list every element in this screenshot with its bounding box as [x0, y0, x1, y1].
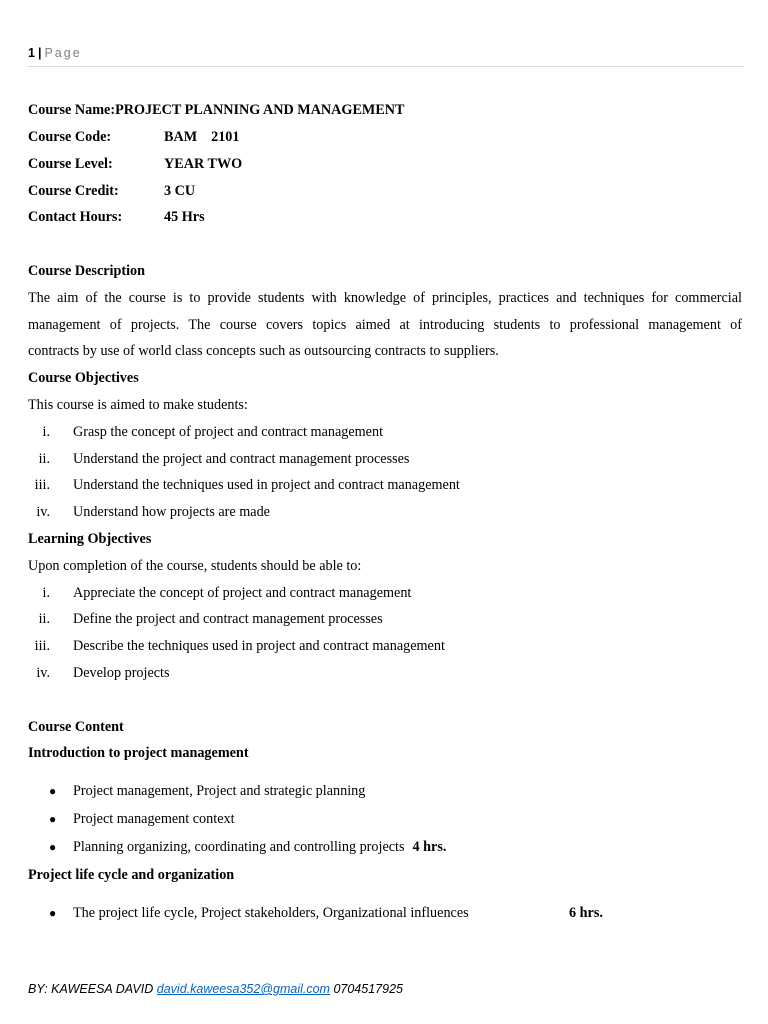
contact-hours-label: Contact Hours: — [28, 209, 123, 226]
course-name-value: PROJECT PLANNING AND MANAGEMENT — [115, 102, 405, 118]
list-item-text: Understand the project and contract management processes — [73, 450, 410, 467]
description-line: The aim of the course is to provide students with knowledge of principles, practices and techniques for commercial — [28, 289, 742, 306]
list-item-text: Develop projects — [73, 664, 170, 681]
document-body — [28, 100, 742, 930]
description-line: management of projects. The course covers topics aimed at introducing students to professional management of — [28, 316, 742, 333]
page-footer — [28, 982, 403, 996]
spacer — [28, 690, 742, 717]
course-level-row — [28, 154, 742, 181]
course-description-heading: Course Description — [28, 262, 146, 279]
list-item-text: Project management, Project and strategic planning — [73, 783, 366, 800]
course-code-number: 2101 — [211, 129, 240, 145]
course-code-prefix: BAM — [164, 129, 198, 145]
section-title: Project life cycle and organization — [28, 867, 235, 884]
list-numeral: i. — [42, 423, 50, 440]
list-item — [28, 449, 742, 476]
page-header — [28, 46, 744, 67]
list-item-text: Understand how projects are made — [73, 504, 270, 521]
list-item — [28, 837, 742, 865]
page-label: Page — [44, 46, 82, 60]
list-item-text: Describe the techniques used in project and contract management — [73, 638, 445, 655]
bullet-icon: ● — [49, 906, 57, 921]
list-numeral: iv. — [36, 664, 50, 681]
bullet-icon: ● — [49, 840, 57, 855]
contact-hours-row — [28, 207, 742, 234]
contact-hours-value: 45 Hrs — [164, 209, 205, 226]
spacer — [28, 234, 742, 261]
course-level-label: Course Level: — [28, 155, 113, 172]
list-item-text: Planning organizing, coordinating and controlling projects — [73, 839, 405, 856]
section-title: Introduction to project management — [28, 745, 249, 762]
list-item — [28, 781, 742, 809]
list-item-text: Grasp the concept of project and contract management — [73, 423, 384, 440]
list-item — [28, 583, 742, 610]
course-name-label: Course Name: — [28, 102, 116, 118]
list-item-text: Project management context — [73, 811, 235, 828]
list-item — [28, 809, 742, 837]
course-objectives-heading: Course Objectives — [28, 370, 139, 387]
course-credit-label: Course Credit: — [28, 182, 119, 199]
list-numeral: iv. — [36, 504, 50, 521]
phone-number: 0704517925 — [333, 982, 403, 996]
list-item-text: The project life cycle, Project stakeholders, Organizational influences — [73, 905, 469, 922]
author-name: BY: KAWEESA DAVID — [28, 982, 154, 996]
section-hours: 4 hrs. — [412, 839, 447, 856]
course-objectives-intro: This course is aimed to make students: — [28, 396, 248, 413]
list-numeral: i. — [42, 584, 50, 601]
course-name-row — [28, 100, 742, 127]
list-item-text: Define the project and contract management processes — [73, 611, 383, 628]
list-numeral: iii. — [34, 638, 50, 655]
list-item-text: Understand the techniques used in project and contract management — [73, 477, 460, 494]
list-item — [28, 636, 742, 663]
list-item — [28, 502, 742, 529]
course-code-label: Course Code: — [28, 129, 112, 145]
bullet-icon: ● — [49, 812, 57, 827]
list-numeral: ii. — [38, 611, 50, 628]
list-item — [28, 422, 742, 449]
list-item — [28, 903, 742, 930]
course-level-value: YEAR TWO — [164, 155, 243, 172]
course-credit-value: 3 CU — [164, 182, 196, 199]
course-code-row — [28, 127, 742, 154]
list-item-text: Appreciate the concept of project and contract management — [73, 584, 412, 601]
list-item — [28, 663, 742, 690]
course-content-heading: Course Content — [28, 718, 124, 735]
section-hours: 6 hrs. — [569, 905, 603, 922]
learning-objectives-heading: Learning Objectives — [28, 530, 152, 547]
description-line: contracts by use of world class concepts such as outsourcing contracts to suppliers. — [28, 343, 499, 360]
course-credit-row — [28, 181, 742, 208]
email-link[interactable]: david.kaweesa352@gmail.com — [156, 982, 330, 996]
bullet-icon: ● — [49, 784, 57, 799]
list-item — [28, 609, 742, 636]
page-number: 1 — [28, 46, 35, 60]
list-item — [28, 475, 742, 502]
learning-objectives-intro: Upon completion of the course, students should be able to: — [28, 557, 362, 574]
list-numeral: iii. — [34, 477, 50, 494]
list-numeral: ii. — [38, 450, 50, 467]
page-separator: | — [37, 46, 42, 60]
